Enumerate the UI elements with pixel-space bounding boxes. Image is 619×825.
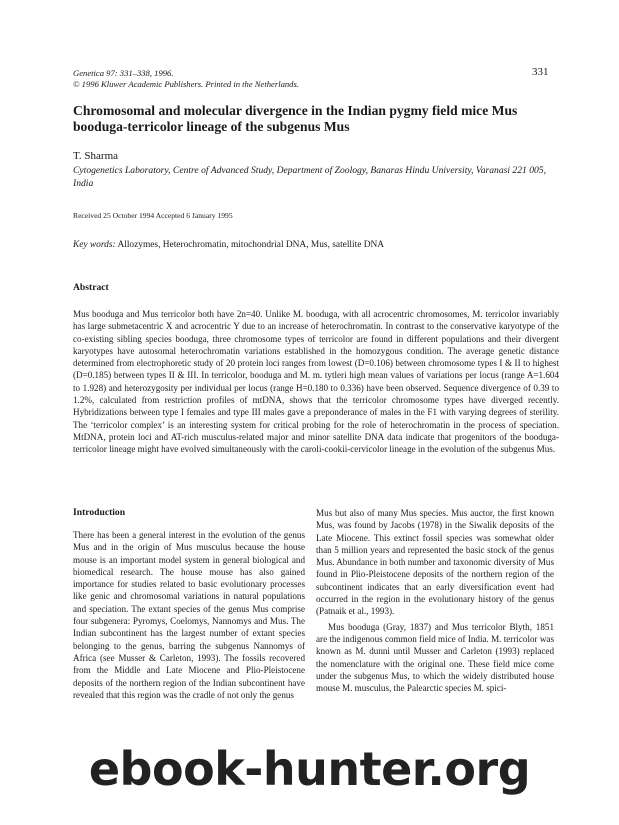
- introduction-heading: Introduction: [73, 507, 126, 518]
- intro-left-column: [73, 529, 305, 704]
- intro-paragraph: Mus booduga (Gray, 1837) and Mus terricolor Blyth, 1851 are the indigenous common field mice of India. M. terricolor was known as M. dunni until Musser and Carleton (1993) replaced the nomenclature with the original one. These field mice come under the subgenus Mus, to which the widely distributed house mouse M. musculus, the Palearctic species M. spici-: [316, 621, 554, 694]
- article-title: Chromosomal and molecular divergence in the Indian pygmy field mice Mus booduga-terricolor lineage of the subgenus Mus: [73, 103, 518, 134]
- copyright-line: © 1996 Kluwer Academic Publishers. Printed in the Netherlands.: [73, 79, 299, 89]
- author-affiliation: Cytogenetics Laboratory, Centre of Advanced Study, Department of Zoology, Banaras Hindu University, Varanasi 221 005, India: [73, 165, 546, 189]
- keywords-line: [73, 240, 384, 250]
- page-number: 331: [532, 66, 549, 78]
- received-dates: Received 25 October 1994 Accepted 6 January 1995: [73, 211, 233, 220]
- keywords-text: Allozymes, Heterochromatin, mitochondrial DNA, Mus, satellite DNA: [117, 240, 385, 250]
- keywords-label: Key words:: [73, 240, 116, 250]
- journal-citation: Genetica 97: 331–338, 1996.: [73, 68, 174, 78]
- watermark-text: ebook-hunter.org: [88, 742, 531, 796]
- intro-paragraph: There has been a general interest in the evolution of the genus Mus and in the origin of Mus musculus because the house mouse is an important model system in general biological and biomedical research. The house mouse has also gained importance for studies related to basic evolutionary processes like genic and chromosomal variations in natural populations and speciation. The extant species of the genus Mus comprise four subgenera: Pyromys, Coelomys, Nannomys and Mus. The Indian subcontinent has the largest number of extant species belonging to the genus, barring the subgenus Nannomys of Africa (see Musser & Carleton, 1993). The fossils recovered from the Middle and Late Miocene and Plio-Pleistocene deposits of the northern region of the Indian subcontinent have revealed that this region was the cradle of not only the genus: [73, 530, 305, 700]
- journal-header: [73, 68, 299, 90]
- abstract-text: Mus booduga and Mus terricolor both have 2n=40. Unlike M. booduga, with all acrocentric chromosomes, M. terricolor invariably has large submetacentric X and acrocentric Y due to an increase of heterochromatin. In contrast to the conservative karyotype of the co-existing sibling species booduga, three chromosome types of terricolor are found in different populations and their divergent karyotypes have autosomal heterochromatin variations established in the homozygous condition. The average genetic distance determined from electrophoretic study of 20 protein loci ranges from lowest (D=0.106) between chromosome types I & II to highest (D=0.185) between types II & III. In terricolor, booduga and M. m. tytleri high mean values of variations per locus (range A=1.604 to 1.928) and heterozygosity per individual per locus (range H=0.180 to 0.336) have been observed. Sequence divergence of 0.39 to 1.2%, calculated from restriction profiles of mtDNA, shows that the terricolor chromosome types have diverged recently. Hybridizations between type I females and type III males gave a preponderance of males in the F1 with varying degrees of sterility. The ‘terricolor complex’ is an interesting system for critical probing for the role of heterochromatin in the process of speciation. MtDNA, protein loci and AT-rich musculus-related major and minor satellite DNA data indicate that progenitors of the booduga-terricolor lineage might have evolved simultaneously with the caroli-cookii-cervicolor lineage in the evolution of the subgenus Mus.: [73, 309, 559, 455]
- intro-right-column: [316, 507, 554, 697]
- abstract-heading: Abstract: [73, 282, 109, 293]
- author-name: T. Sharma: [73, 150, 119, 162]
- intro-paragraph: Mus but also of many Mus species. Mus auctor, the first known Mus, was found by Jacobs (1978) in the Siwalik deposits of the Late Miocene. This extinct fossil species was somewhat older than 5 million years and represented the basic stock of the genus Mus. Abundance in both number and taxonomic diversity of Mus found in Plio-Pleistocene deposits of the northern region of the subcontinent indicates that an early diversification event had occurred in the region in the evolutionary history of the genus (Patnaik et al., 1993).: [316, 508, 554, 617]
